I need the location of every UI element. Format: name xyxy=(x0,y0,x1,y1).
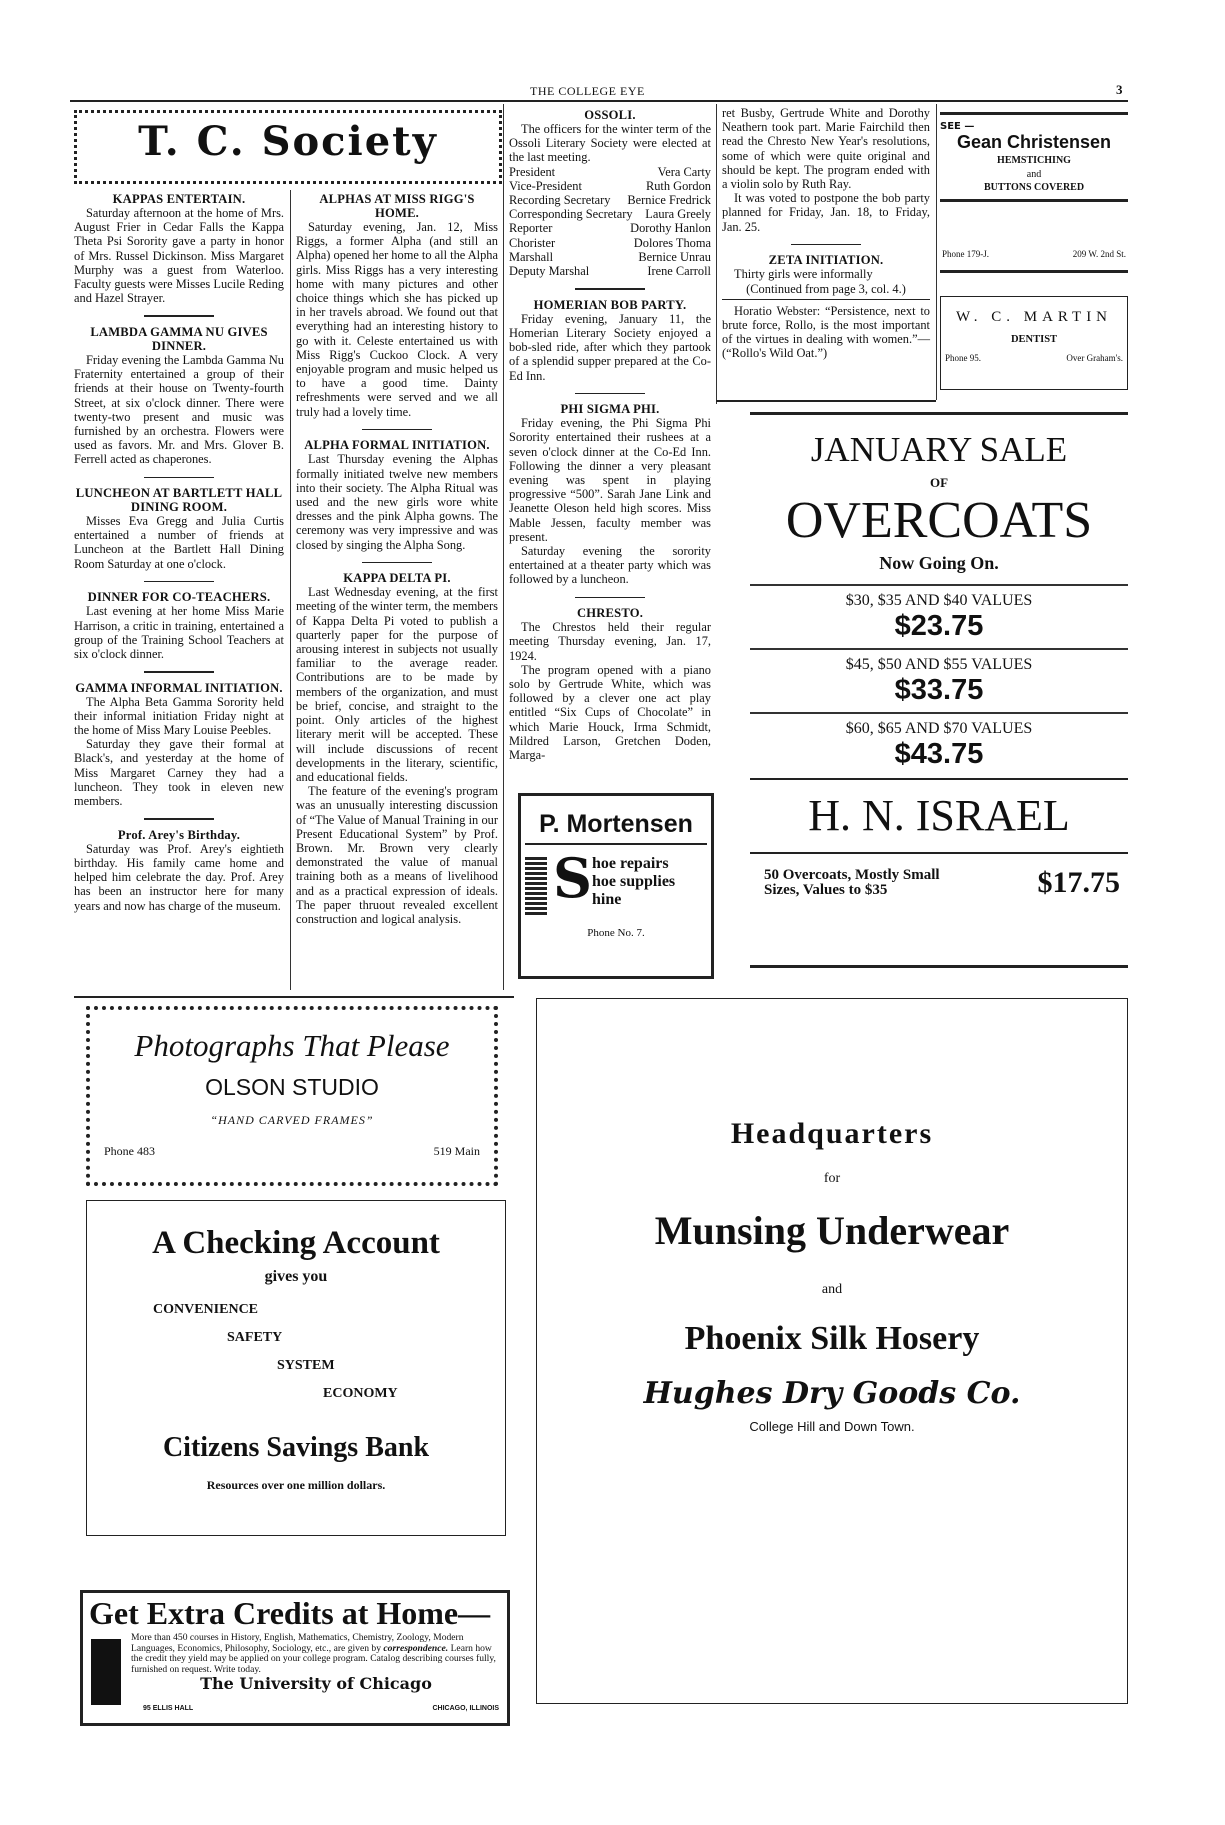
special-offer xyxy=(764,866,1120,900)
article-body: The Chrestos held their regular meeting Thursday evening, Jan. 17, 1924. xyxy=(509,620,711,663)
ad-phone: Phone No. 7. xyxy=(587,927,645,939)
tier-values: $45, $50 AND $55 VALUES xyxy=(845,656,1033,673)
officer-name: Laura Greely xyxy=(645,207,711,222)
ad-phone: Phone 95. xyxy=(945,353,981,363)
chicago-address xyxy=(143,1705,499,1712)
continued-note: (Continued from page 3, col. 4.) xyxy=(722,282,930,300)
tier-price: $23.75 xyxy=(894,610,984,642)
article-headline: CHRESTO. xyxy=(576,606,644,621)
ad-rule xyxy=(940,270,1128,273)
article-separator xyxy=(144,671,214,673)
society-column-4 xyxy=(722,106,930,361)
ad-headline: Get Extra Credits at Home— xyxy=(89,1595,491,1631)
bank-name: Citizens Savings Bank xyxy=(162,1432,430,1463)
ad-tagline: Photographs That Please xyxy=(134,1028,450,1063)
benefit-item: CONVENIENCE xyxy=(153,1302,259,1317)
bank-footer: Resources over one million dollars. xyxy=(206,1478,386,1492)
article-body: The Alpha Beta Gamma Sorority held their informal initiation Friday night at the home of Miss Mary Louise Peebles. xyxy=(74,694,284,738)
column-divider xyxy=(290,190,291,990)
ad-address: 209 W. 2nd St. xyxy=(1072,249,1126,259)
benefit-item: SYSTEM xyxy=(277,1358,335,1373)
officer-role: Vice-President xyxy=(509,178,582,193)
article-separator xyxy=(575,288,645,290)
price-tier xyxy=(750,584,1128,642)
special-offer-line: Sizes, Values to $35 xyxy=(764,882,888,898)
article-headline: HOMERIAN BOB PARTY. xyxy=(533,297,687,312)
article-headline: OSSOLI. xyxy=(584,108,636,122)
officer-list xyxy=(509,165,711,279)
officer-name: Bernice Fredrick xyxy=(627,193,711,208)
article-body: Last Wednesday evening, at the first meeting of the winter term, the members of Kappa Delta Pi voted to publish a quarterly paper for the purpose of arousing interest in subjects not usually familiar to the average reader. Contributions are to be made by members of the organization, and must be brief, concise, and straight to the point. Only articles of the highest literary merit will be accepted. These will include discussions of recent developments in the literary, scientific, and educational fields. xyxy=(296,585,498,784)
special-offer-text xyxy=(764,868,940,898)
article-separator xyxy=(144,581,214,583)
store-name: Hughes Dry Goods Co. xyxy=(643,1376,1021,1411)
officer-name: Vera Carty xyxy=(657,164,711,179)
ad-phone: Phone 483 xyxy=(104,1144,155,1158)
article-body-continued: ret Busby, Gertrude White and Dorothy Neathern took part. Marie Fairchild then read the Chresto New Year's resolutions, some of which were quite original and should be kept. The program ended with a violin solo by Ruth Ray. xyxy=(722,106,930,192)
shoe-services xyxy=(525,846,711,917)
article-headline: DINNER FOR CO-TEACHERS. xyxy=(87,590,271,605)
officer-row xyxy=(509,236,711,250)
society-section-title: T. C. Society xyxy=(138,118,438,165)
article-separator xyxy=(575,597,645,599)
article-headline: ALPHAS AT MISS RIGG'S HOME. xyxy=(319,192,475,220)
article-body: Friday evening the Lambda Gamma Nu Fraternity entertained a group of their friends at their house on Twenty-fourth Street, at six o'clock dinner. There were twenty-two present and music was furnished by an orchestra. Flowers were used as favors. Mr. and Mrs. Glover B. Ferrell acted as chaperones. xyxy=(74,352,284,467)
article-separator xyxy=(791,244,861,246)
ad-connector: for xyxy=(823,1171,841,1186)
officer-role: Marshall xyxy=(509,249,554,264)
chicago-body xyxy=(83,1633,507,1705)
ad-address: CHICAGO, ILLINOIS xyxy=(432,1705,499,1712)
ad-profession: DENTIST xyxy=(1010,334,1058,345)
bank-benefit-list xyxy=(87,1296,505,1408)
martin-contact xyxy=(945,353,1123,363)
tier-values: $60, $65 AND $70 VALUES xyxy=(845,720,1033,737)
article-headline: ALPHA FORMAL INITIATION. xyxy=(304,438,490,453)
page-number: 3 xyxy=(1116,82,1123,97)
society-column-3 xyxy=(509,106,711,762)
article-headline: PHI SIGMA PHI. xyxy=(560,402,660,417)
shoe-service-item: hine xyxy=(592,891,622,908)
price-tier xyxy=(750,648,1128,706)
ad-body-text xyxy=(131,1633,501,1705)
article-body: Saturday evening the sorority entertained at a theater party which was followed by a luncheon. xyxy=(509,544,711,587)
article-body: Saturday they gave their formal at Black's, and yesterday at the home of Miss Margaret Carney they had a luncheon. They took in eleven new members. xyxy=(74,737,284,809)
article-separator xyxy=(144,818,214,820)
officer-row xyxy=(509,207,711,221)
article-body: Last evening at her home Miss Marie Harrison, a critic in training, entertained a group of the Training School Teachers at six o'clock dinner. xyxy=(74,604,284,661)
society-column-2 xyxy=(296,190,498,926)
shoe-service-item: hoe supplies xyxy=(592,873,676,890)
gean-contact xyxy=(942,249,1126,259)
university-chicago-ad xyxy=(80,1590,510,1726)
hughes-dry-goods-ad xyxy=(536,998,1128,1704)
ad-product: Munsing Underwear xyxy=(654,1208,1010,1253)
article-body: The feature of the evening's program was an unusually interesting discussion of “The Value of Manual Training in our Present Educational System” by Prof. Brown. Mr. Brown very clearly demonstrated the value of manual training both as a means of livelihood and as a practical expression of ideals. The paper thruout revealed excellent construction and logical analysis. xyxy=(296,784,498,926)
article-headline: Prof. Arey's Birthday. xyxy=(117,827,241,842)
officer-name: Dorothy Hanlon xyxy=(630,221,711,236)
ad-rule xyxy=(750,778,1128,780)
gean-christensen-ad xyxy=(940,112,1128,202)
ad-address: 95 ELLIS HALL xyxy=(143,1705,194,1712)
column-divider xyxy=(716,104,717,404)
article-body: Saturday evening, Jan. 12, Miss Riggs, a former Alpha (and still an Alpha) opened her home to all the Alpha girls. Miss Riggs has a very interesting home with many pictures and other choice things which she has picked up in her travels abroad. We found out that everything had an interesting history to go with it. Celeste entertained us with Miss Rigg's Cuckoo Clock. A very enjoyable program and music helped us to have a good time. Dainty refreshments were served and we all truly had a lovely time. xyxy=(296,220,498,419)
citizens-bank-ad xyxy=(86,1200,506,1536)
ad-subline: gives you xyxy=(264,1268,328,1285)
officer-row xyxy=(509,221,711,235)
article-separator xyxy=(144,477,214,479)
ad-body-emphasis: correspondence. xyxy=(383,1642,449,1654)
ad-product: Phoenix Silk Hosery xyxy=(684,1320,980,1357)
mortensen-shoe-ad xyxy=(518,793,714,979)
ad-business-name: OLSON STUDIO xyxy=(205,1074,379,1100)
officer-row xyxy=(509,193,711,207)
sale-headline: JANUARY SALE xyxy=(810,430,1068,469)
article-headline: ZETA INITIATION. xyxy=(768,253,884,268)
ad-phone: Phone 179-J. xyxy=(942,249,989,259)
article-body: Thirty girls were informally xyxy=(734,267,873,282)
officer-role: Chorister xyxy=(509,235,556,250)
sale-status: Now Going On. xyxy=(879,553,999,573)
officer-name: Irene Carroll xyxy=(647,264,711,279)
article-separator xyxy=(362,562,432,564)
officer-name: Ruth Gordon xyxy=(645,178,711,193)
officer-row xyxy=(509,165,711,179)
section-rule xyxy=(74,996,514,998)
ad-conjunction: and xyxy=(1026,169,1042,180)
martin-dentist-ad xyxy=(940,296,1128,390)
ad-address: Over Graham's. xyxy=(1066,353,1123,363)
benefit-item: SAFETY xyxy=(227,1330,283,1345)
ad-connector: and xyxy=(821,1282,843,1297)
benefit-item: ECONOMY xyxy=(323,1386,398,1401)
society-column-1 xyxy=(74,190,284,913)
shoe-service-item: hoe repairs xyxy=(592,855,669,872)
special-offer-price: $17.75 xyxy=(1037,866,1120,899)
officer-role: Reporter xyxy=(509,221,553,236)
store-name: H. N. ISRAEL xyxy=(808,791,1070,840)
tier-price: $43.75 xyxy=(894,738,984,770)
article-body: Last Thursday evening the Alphas formally initiated twelve new members into their society. The Alpha Ritual was used and the new girls wore white dresses and the pink Alpha gowns. The ceremony was very impressive and was closed by singing the Alpha Song. xyxy=(296,452,498,552)
ad-headline: Headquarters xyxy=(730,1117,934,1150)
newspaper-title: THE COLLEGE EYE xyxy=(530,84,645,98)
header-rule xyxy=(70,100,1128,102)
article-headline: LUNCHEON AT BARTLETT HALL DINING ROOM. xyxy=(75,486,283,515)
price-tiers xyxy=(750,584,1128,770)
olson-contact xyxy=(104,1144,480,1159)
officer-name: Dolores Thoma xyxy=(633,235,711,250)
hn-israel-overcoat-ad xyxy=(750,412,1128,968)
column-divider xyxy=(936,104,937,400)
tier-price: $33.75 xyxy=(894,674,984,706)
officer-role: Recording Secretary xyxy=(509,193,611,208)
article-body: The program opened with a piano solo by Gertrude White, which was followed by a clever one act play entitled “Six Cups of Chocolate” in which Marie Houck, Irma Schmidt, Mildred Larson, Gretchen Doden, Marga- xyxy=(509,662,711,763)
article-body: Misses Eva Gregg and Julia Curtis entertained a number of friends at Luncheon at the Bartlett Hall Dining Room Saturday at one o'clock. xyxy=(74,514,284,571)
article-headline: KAPPA DELTA PI. xyxy=(343,571,451,586)
article-body: It was voted to postpone the bob party planned for Friday, Jan. 18, to Friday, Jan. 25. xyxy=(722,191,930,234)
article-headline: KAPPAS ENTERTAIN. xyxy=(112,192,246,206)
ad-rule xyxy=(750,852,1128,854)
shoe-shine-stand-icon xyxy=(525,857,547,917)
ad-address: 519 Main xyxy=(433,1144,480,1158)
article-headline: GAMMA INFORMAL INITIATION. xyxy=(75,680,283,695)
officer-role: Corresponding Secretary xyxy=(509,207,633,222)
tier-values: $30, $35 AND $40 VALUES xyxy=(845,592,1033,609)
column-divider xyxy=(503,104,504,990)
tower-icon xyxy=(91,1639,121,1705)
ad-see-label: SEE — xyxy=(940,121,975,132)
article-body: The officers for the winter term of the Ossoli Literary Society were elected at the last meeting. xyxy=(509,122,711,165)
sale-product: OVERCOATS xyxy=(785,492,1093,549)
article-body: Friday evening, the Phi Sigma Phi Sorority entertained their rushees at a seven o'clock dinner at the Co-Ed Inn. Following the dinner a very pleasant evening was spent in playing progressive “500”. Sarah Jane Link and Jeanette Oleson held high scores. Miss Mable Jessen, faculty member was present. xyxy=(509,416,711,544)
article-headline: LAMBDA GAMMA NU GIVES DINNER. xyxy=(90,324,268,353)
article-separator xyxy=(362,429,432,431)
quote-text: Horatio Webster: “Persistence, next to brute force, Rollo, is the most important of the virtues in dealing with women.”—(“Rollo's Wild Oat.”) xyxy=(722,303,930,361)
column-end-rule xyxy=(716,400,936,402)
sale-headline-of: OF xyxy=(929,475,949,490)
article-body: Friday evening, January 11, the Homerian Literary Society enjoyed a bob-sled ride, after which they partook of a splendid supper prepared at the Co-Ed Inn. xyxy=(509,311,711,383)
ad-body-segment: Learn how the credit they yield may be applied on your college program. Catalog describing courses fully, furnished on request. Write today. xyxy=(131,1642,496,1675)
university-name: The University of Chicago xyxy=(200,1674,432,1694)
shoe-service-list xyxy=(592,855,675,909)
ad-service: BUTTONS COVERED xyxy=(983,182,1085,193)
ad-service: HEMSTICHING xyxy=(997,155,1071,166)
special-offer-line: 50 Overcoats, Mostly Small xyxy=(764,867,940,883)
article-separator xyxy=(575,393,645,395)
officer-name: Bernice Unrau xyxy=(638,249,711,264)
ad-business-name: P. Mortensen xyxy=(525,810,707,845)
price-tier xyxy=(750,712,1128,770)
ad-business-name: Gean Christensen xyxy=(956,132,1112,152)
officer-row xyxy=(509,179,711,193)
ad-subline: “HAND CARVED FRAMES” xyxy=(210,1113,374,1127)
store-locations: College Hill and Down Town. xyxy=(749,1419,915,1434)
officer-row xyxy=(509,264,711,278)
officer-role: Deputy Marshal xyxy=(509,264,590,279)
olson-studio-ad xyxy=(86,1006,498,1186)
article-body: Saturday afternoon at the home of Mrs. August Frier in Cedar Falls the Kappa Theta Psi Sorority gave a party in honor of Mrs. Russel Dickinson. Miss Margaret Murphy was a guest from Waterloo. Faculty guests were Misses Lucile Reding and Hazel Strayer. xyxy=(74,206,284,306)
ad-headline: A Checking Account xyxy=(152,1225,440,1261)
article-separator xyxy=(144,315,214,317)
big-s-letter: S xyxy=(553,846,592,910)
ad-body-segment: More than 450 courses in History, English, Mathematics, Chemistry, Zoology, Modern Languages, Economics, Philosophy, Sociology, etc., are given by xyxy=(131,1632,464,1654)
article-body: Saturday was Prof. Arey's eightieth birthday. His family came home and helped him celebrate the day. Prof. Arey has been an instructor here for many years and now has charge of the museum. xyxy=(74,841,284,913)
officer-row xyxy=(509,250,711,264)
officer-role: President xyxy=(509,164,556,179)
ad-business-name: W. C. MARTIN xyxy=(955,309,1113,325)
